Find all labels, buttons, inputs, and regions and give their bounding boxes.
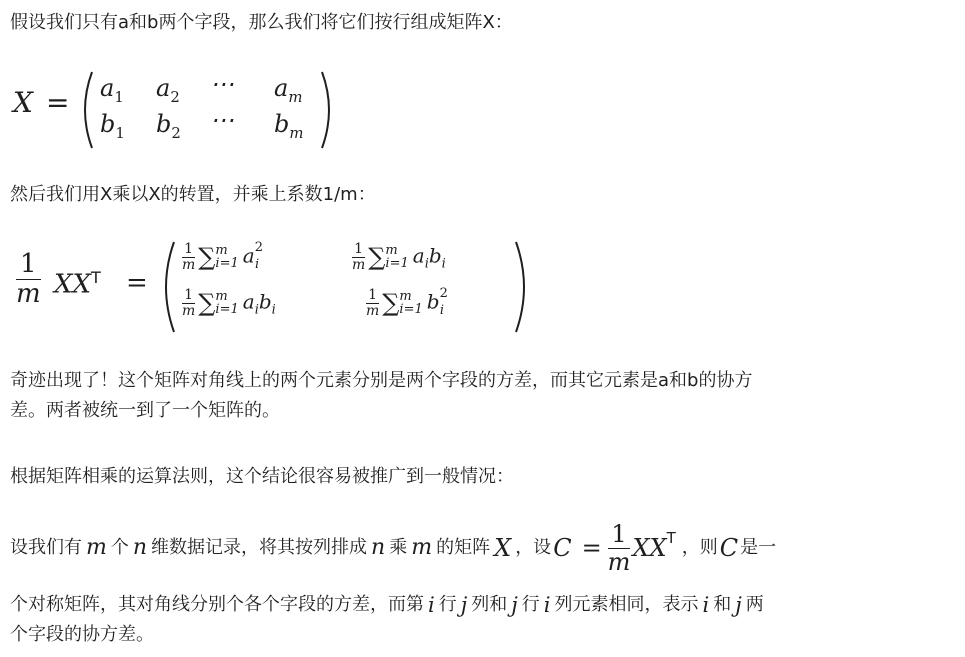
- eq1-bm: $b_m$: [274, 110, 304, 142]
- eq2-c21: $\frac{1}{m}$ ∑ m i=1 $a_ib_i$: [182, 287, 276, 319]
- paragraph-transpose: 然后我们用X乘以X的转置，并乘上系数1/m：: [10, 184, 376, 205]
- eq1-dots2: ⋯: [210, 106, 234, 134]
- eq1-b2: $b_2$: [156, 110, 181, 142]
- left-paren-icon: [156, 240, 178, 334]
- eq2-c12: $\frac{1}{m}$ ∑ m i=1 $a_ib_i$: [352, 241, 446, 273]
- eq1-dots1: ⋯: [210, 70, 234, 98]
- paragraph-definition-line1: 设我们有 m 个 n 维数据记录，将其按列排成 n 乘 m 的矩阵 X ，设 C = $\frac{1}{m}$ XX $^T$ ，则 C 是一: [10, 520, 777, 576]
- eq1-equals: =: [46, 86, 70, 119]
- paragraph-miracle-line1: 奇迹出现了！这个矩阵对角线上的两个元素分别是两个字段的方差，而其它元素是a和b的协方: [10, 370, 753, 391]
- eq1-am: $a_m$: [274, 74, 303, 106]
- right-paren-icon: [318, 70, 338, 150]
- eq1-a1: $a_1$: [100, 74, 124, 106]
- left-paren-icon: [76, 70, 96, 150]
- eq2-fraction: $\frac{1}{m}$: [16, 249, 41, 309]
- paragraph-definition-line2: 个对称矩阵，其对角线分别个各个字段的方差，而第 i 行 j 列和 j 行 i 列元素相同，表示 i 和 j 两: [10, 593, 764, 617]
- paragraph-general: 根据矩阵相乘的运算法则，这个结论很容易被推广到一般情况：: [10, 466, 514, 487]
- paragraph-miracle-line2: 差。两者被统一到了一个矩阵的。: [10, 400, 280, 421]
- equation-covariance: [10, 236, 540, 336]
- eq2-xx: $XX^T$: [54, 268, 101, 300]
- eq1-lhs: X: [13, 86, 33, 119]
- eq1-a2: $a_2$: [156, 74, 180, 106]
- paragraph-definition-line3: 个字段的协方差。: [10, 624, 154, 645]
- equation-matrix-x: [10, 64, 350, 154]
- eq2-equals: =: [126, 268, 148, 298]
- eq1-b1: $b_1$: [100, 110, 125, 142]
- eq2-c22: $\frac{1}{m}$ ∑ m i=1 $b^2_i$: [366, 286, 448, 319]
- paragraph-intro: 假设我们只有a和b两个字段，那么我们将它们按行组成矩阵X：: [10, 12, 513, 33]
- right-paren-icon: [512, 240, 534, 334]
- eq2-c11: $\frac{1}{m}$ ∑ m i=1 $a^2_i$: [182, 240, 263, 273]
